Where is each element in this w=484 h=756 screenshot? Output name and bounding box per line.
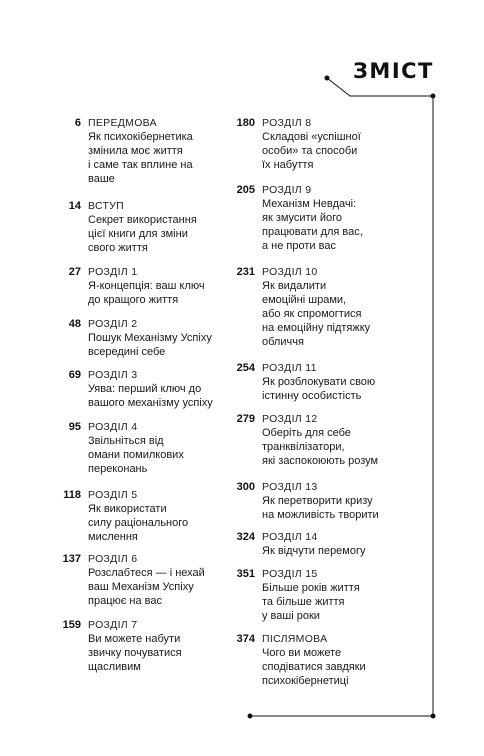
title-line: Звільніться від <box>88 435 164 447</box>
title-line: Ви можете набути <box>88 633 181 645</box>
toc-entry[interactable] <box>52 420 184 476</box>
title-line: особи» та способи <box>262 145 358 157</box>
page-number: 254 <box>236 362 255 374</box>
title-line: і саме так вплине на <box>88 159 193 171</box>
title-line: Уява: перший ключ до <box>88 383 202 395</box>
corner-dot-bottom-right <box>431 714 436 719</box>
title-line: істинну особистість <box>262 390 362 402</box>
toc-entry[interactable] <box>226 480 379 522</box>
toc-entry[interactable] <box>226 183 363 253</box>
section-label: РОЗДІЛ 14 <box>262 531 318 543</box>
title-line: на емоційну підтяжку <box>262 322 371 334</box>
toc-entry[interactable] <box>52 488 188 544</box>
toc-entry[interactable] <box>52 618 182 674</box>
title-line: які заспокоюють розум <box>262 455 379 467</box>
title-line: а не проти вас <box>262 240 336 252</box>
section-label: РОЗДІЛ 1 <box>88 266 138 278</box>
section-label: РОЗДІЛ 6 <box>88 553 138 565</box>
toc-entry[interactable] <box>226 361 375 403</box>
title-line: ваш Механізм Успіху <box>88 581 194 593</box>
title-line: Як використати <box>88 503 167 515</box>
page-number: 95 <box>68 421 81 433</box>
title-line: щасливим <box>88 661 141 673</box>
page-number: 69 <box>68 369 81 381</box>
title-line: Як перетворити кризу <box>262 495 373 507</box>
section-label: ПІСЛЯМОВА <box>262 633 328 645</box>
corner-dot-top <box>431 94 436 99</box>
toc-entry[interactable] <box>226 116 361 172</box>
page-number: 137 <box>62 553 81 565</box>
title-line: їх набуття <box>262 159 314 171</box>
connector-dot-start <box>325 76 330 81</box>
section-label: РОЗДІЛ 15 <box>262 568 318 580</box>
title-line: переконань <box>88 463 148 475</box>
section-label: РОЗДІЛ 2 <box>88 318 138 330</box>
title-line: емоційні шрами, <box>262 294 347 306</box>
page-number: 180 <box>236 117 255 129</box>
title-line: працює на вас <box>88 595 162 607</box>
title-line: у ваші роки <box>262 610 320 622</box>
title-line: Складові «успішної <box>262 131 361 143</box>
toc-entry[interactable] <box>52 368 213 410</box>
title-line: змінила моє життя <box>88 145 183 157</box>
title-line: ваше <box>88 173 115 185</box>
toc-entry[interactable] <box>226 530 366 558</box>
section-label: РОЗДІЛ 10 <box>262 266 318 278</box>
title-line: мислення <box>88 531 138 543</box>
title-line: Чого ви можете <box>262 647 342 659</box>
toc-entry[interactable] <box>52 265 205 307</box>
title-line: сподіватися завдяки <box>262 661 366 673</box>
section-label: РОЗДІЛ 4 <box>88 421 138 433</box>
title-line: та більше життя <box>262 596 345 608</box>
title-line: Розслабтеся — і нехай <box>88 567 205 579</box>
page-number: 118 <box>63 489 81 501</box>
page-number: 27 <box>68 266 81 278</box>
title-line: Як психокібернетика <box>88 131 193 143</box>
title-line: Секрет використання <box>88 214 197 226</box>
section-label: РОЗДІЛ 13 <box>262 481 318 493</box>
title-line: Як розблокувати свою <box>262 376 376 388</box>
page-number: 351 <box>236 568 255 580</box>
section-label: РОЗДІЛ 11 <box>262 362 317 374</box>
section-label: ВСТУП <box>88 200 125 212</box>
title-line: Я-концепція: ваш ключ <box>88 280 205 292</box>
page-number: 6 <box>74 117 81 129</box>
title-line: звичку почуватися <box>88 647 182 659</box>
toc-entry[interactable] <box>226 567 360 623</box>
title-line: цієї книги для зміни <box>88 228 188 240</box>
page-number: 48 <box>68 318 81 330</box>
page-number: 300 <box>236 481 255 493</box>
title-line: вашого механізму успіху <box>88 397 213 409</box>
title-line: обличчя <box>262 336 304 348</box>
toc-entry[interactable] <box>52 317 212 359</box>
section-label: РОЗДІЛ 3 <box>88 369 138 381</box>
page-number: 14 <box>68 200 81 212</box>
corner-dot-bottom-left <box>248 714 253 719</box>
title-line: психокібернетиці <box>262 675 349 687</box>
title-line: працювати для вас, <box>262 226 363 238</box>
title-line: омани помилкових <box>88 449 184 461</box>
section-label: РОЗДІЛ 9 <box>262 184 312 196</box>
title-line: як змусити його <box>262 212 342 224</box>
page-number: 159 <box>62 619 81 631</box>
section-label: РОЗДІЛ 7 <box>88 619 138 631</box>
title-line: транквілізатори, <box>262 441 345 453</box>
toc-entry[interactable] <box>52 116 193 186</box>
toc-entry[interactable] <box>226 412 378 468</box>
page-title: ЗМІСТ <box>353 59 434 83</box>
title-line: свого життя <box>88 242 148 254</box>
title-line: силу раціонального <box>88 517 189 529</box>
page-number: 231 <box>236 266 255 278</box>
section-label: РОЗДІЛ 12 <box>262 413 318 425</box>
page-number: 324 <box>236 531 255 543</box>
page-number: 205 <box>236 184 255 196</box>
title-line: до кращого життя <box>88 294 179 306</box>
section-label: ПЕРЕДМОВА <box>88 117 157 129</box>
title-line: Оберіть для себе <box>262 427 351 439</box>
title-line: або як спромогтися <box>262 308 362 320</box>
toc-entry[interactable] <box>226 632 366 688</box>
title-line: Як видалити <box>262 280 327 292</box>
title-line: на можливість творити <box>262 509 379 521</box>
section-label: РОЗДІЛ 5 <box>88 489 138 501</box>
title-line: Як відчути перемогу <box>262 545 366 557</box>
title-connector-line <box>327 78 433 96</box>
title-line: Більше років життя <box>262 582 360 594</box>
toc-entry[interactable] <box>52 199 197 255</box>
title-line: Пошук Механізму Успіху <box>88 332 212 344</box>
title-line: Механізм Невдачі: <box>262 198 357 210</box>
title-line: всередині себе <box>88 346 166 358</box>
toc-entry[interactable] <box>226 265 370 349</box>
page-number: 374 <box>236 633 255 645</box>
section-label: РОЗДІЛ 8 <box>262 117 312 129</box>
page-number: 279 <box>236 413 255 425</box>
toc-entry[interactable] <box>52 552 205 608</box>
